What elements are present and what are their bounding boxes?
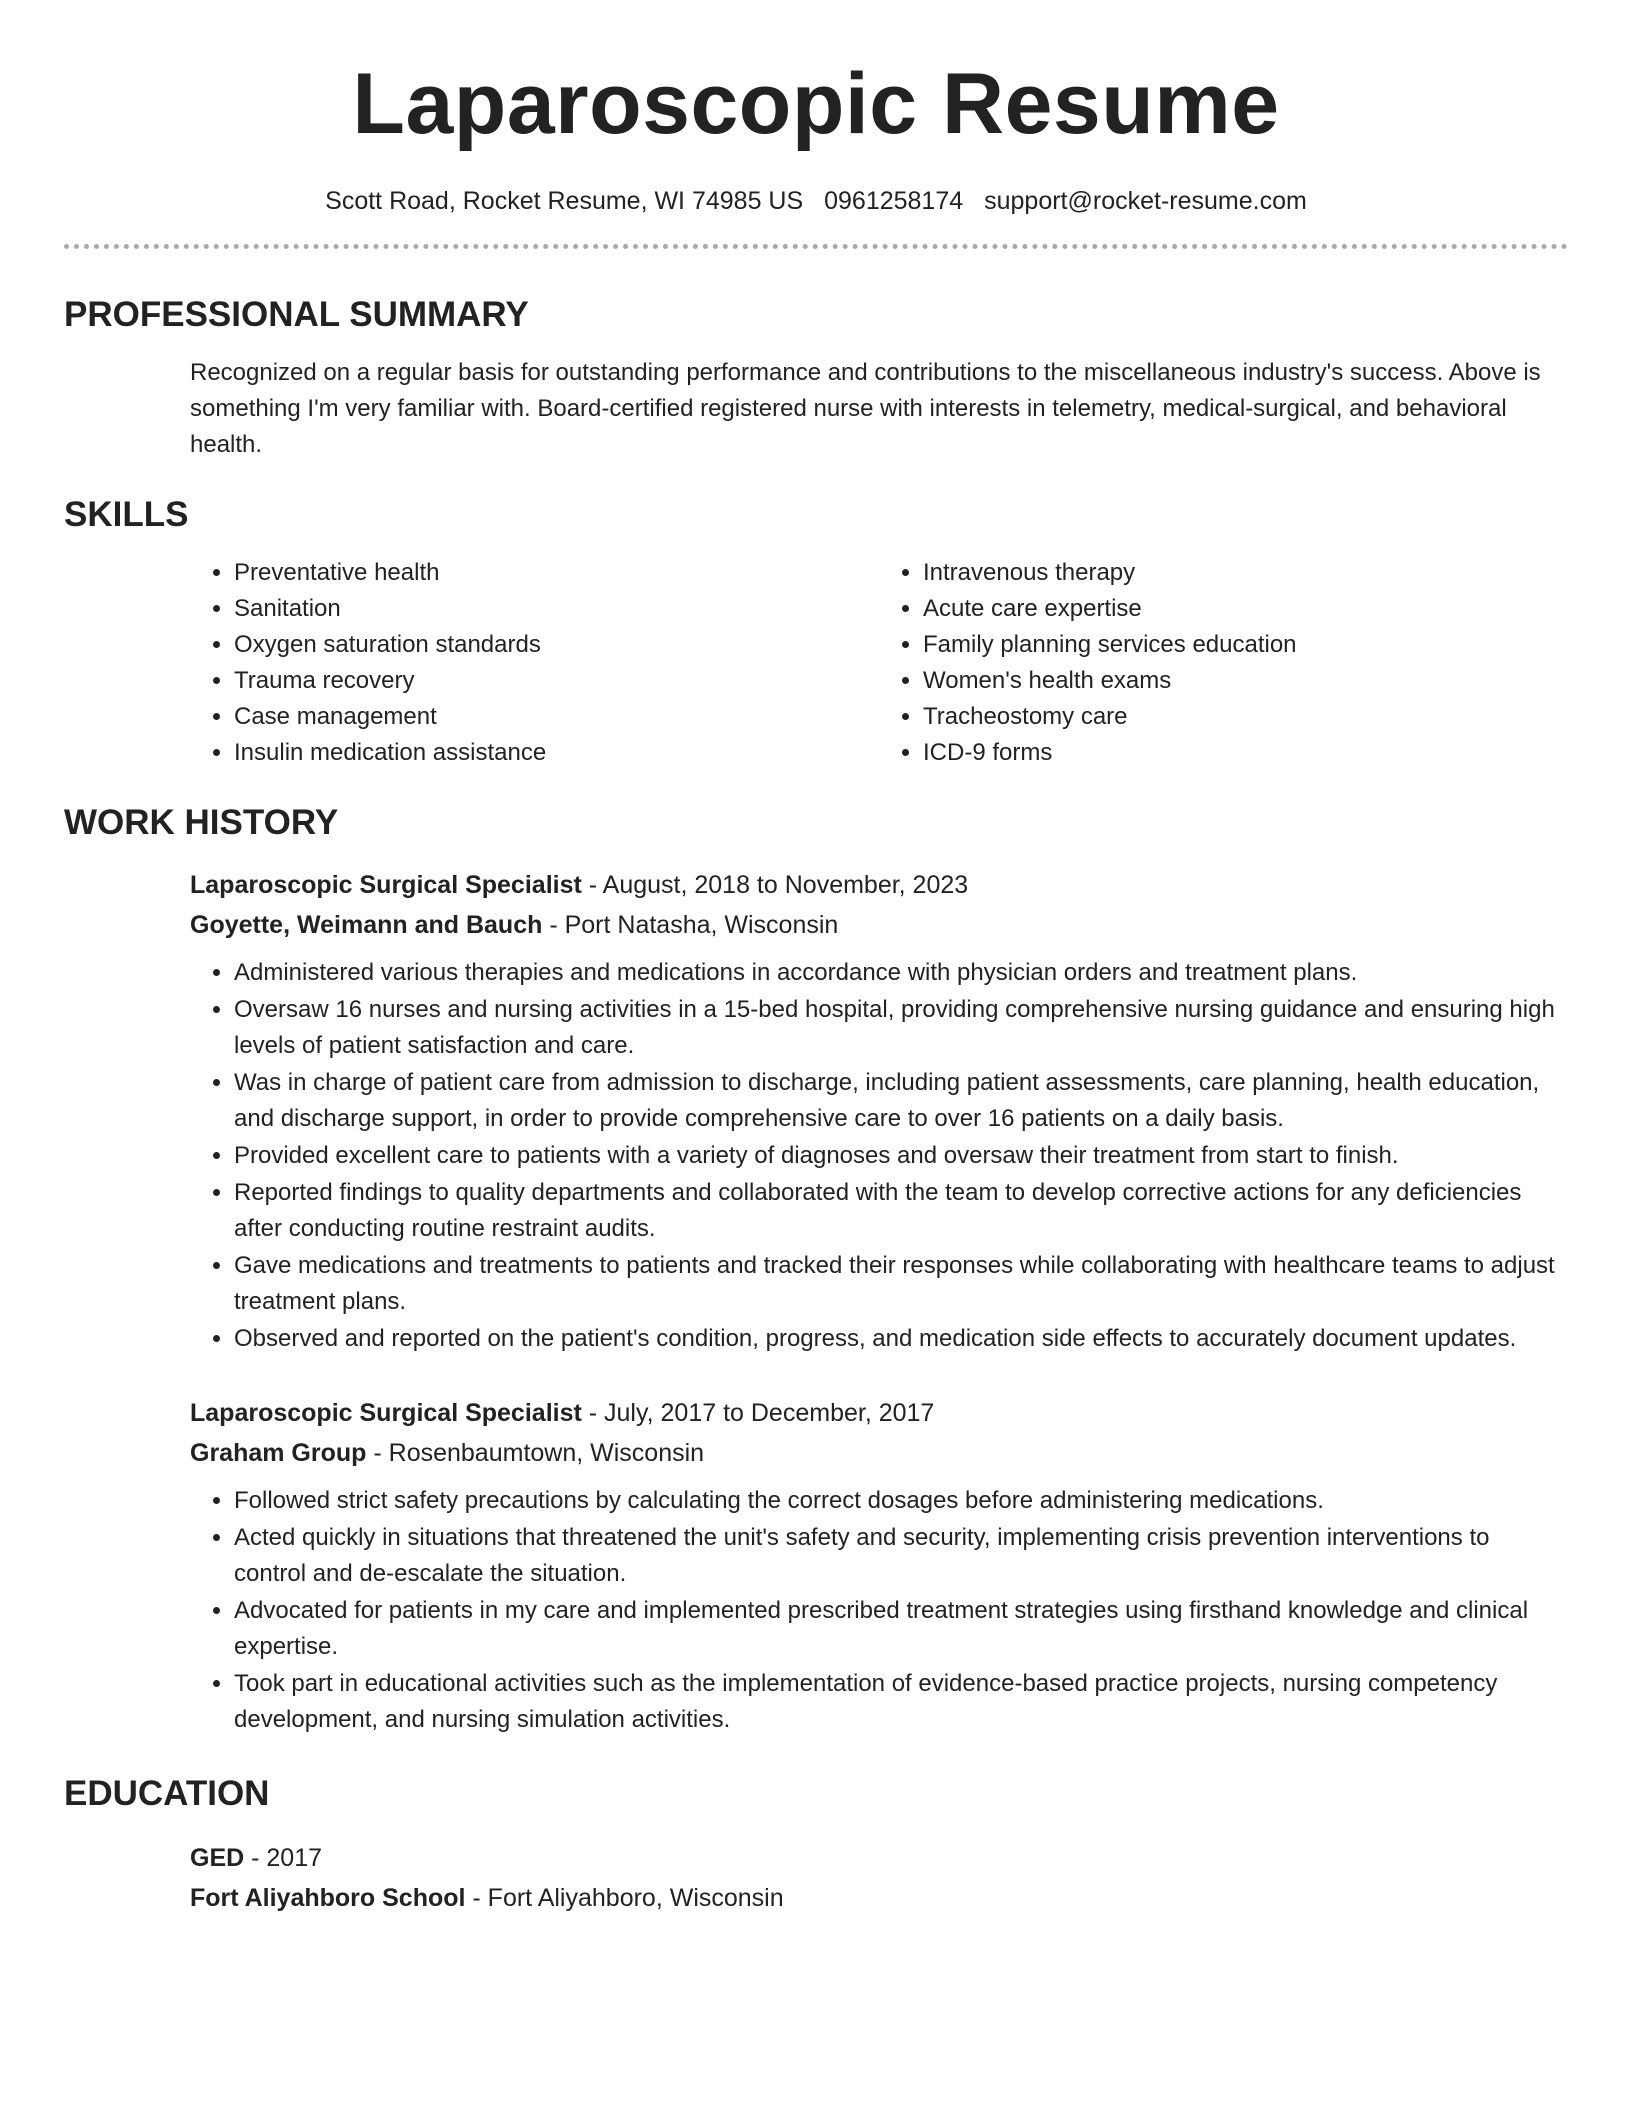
skill-item: • Trauma recovery xyxy=(234,663,879,699)
job-title-line xyxy=(190,865,1568,905)
summary-text: Recognized on a regular basis for outstanding performance and contributions to the miscellaneous industry's success. Above is something I'm very familiar with. Board-certified registered nurse with interests in telemetry, medical-surgical, and behavioral health. xyxy=(190,359,1541,458)
job-duty: • Observed and reported on the patient's condition, progress, and medication side effects to accurately document updates. xyxy=(234,1321,1568,1357)
skills-list xyxy=(190,555,1568,771)
skills-title: SKILLS xyxy=(64,495,189,534)
job-position: Laparoscopic Surgical Specialist xyxy=(190,1399,582,1427)
skill-item: • Oxygen saturation standards xyxy=(234,627,879,663)
job-dates: - July, 2017 to December, 2017 xyxy=(581,1399,935,1427)
contact-email: support@rocket-resume.com xyxy=(984,187,1307,215)
skill-item: • Family planning services education xyxy=(923,627,1568,663)
job-duty: • Advocated for patients in my care and implemented prescribed treatment strategies using firsthand knowledge and clinical expertise. xyxy=(234,1593,1568,1665)
job-company-line xyxy=(190,1433,1568,1473)
job-duty: • Took part in educational activities such as the implementation of evidence-based practice projects, nursing competency development, and nursing simulation activities. xyxy=(234,1666,1568,1738)
skill-item: • Acute care expertise xyxy=(923,591,1568,627)
contact-info xyxy=(64,184,1568,218)
job-duty: • Was in charge of patient care from admission to discharge, including patient assessments, care planning, health education, and discharge support, in order to provide comprehensive care to over 16 patients on a daily basis. xyxy=(234,1065,1568,1137)
job-duty: • Oversaw 16 nurses and nursing activities in a 15-bed hospital, providing comprehensive nursing guidance and ensuring high levels of patient satisfaction and care. xyxy=(234,992,1568,1064)
education-school-line xyxy=(190,1878,1568,1918)
job-duty: • Provided excellent care to patients with a variety of diagnoses and oversaw their treatment from start to finish. xyxy=(234,1138,1568,1174)
education-location: - Fort Aliyahboro, Wisconsin xyxy=(465,1884,784,1912)
education-degree: GED xyxy=(190,1844,245,1872)
skill-item: • Case management xyxy=(234,699,879,735)
education-degree-line xyxy=(190,1838,1568,1878)
skill-item: • Tracheostomy care xyxy=(923,699,1568,735)
job-title-line xyxy=(190,1393,1568,1433)
skill-item: • ICD-9 forms xyxy=(923,735,1568,771)
job-duties xyxy=(190,955,1568,1357)
job-position: Laparoscopic Surgical Specialist xyxy=(190,871,582,899)
job-duty: • Followed strict safety precautions by calculating the correct dosages before administering medications. xyxy=(234,1483,1568,1519)
education-school: Fort Aliyahboro School xyxy=(190,1884,466,1912)
contact-address: Scott Road, Rocket Resume, WI 74985 US xyxy=(325,187,804,215)
job-duty: • Acted quickly in situations that threatened the unit's safety and security, implementing crisis prevention interventions to control and de-escalate the situation. xyxy=(234,1520,1568,1592)
skills-column-left xyxy=(190,555,879,771)
skill-item: • Insulin medication assistance xyxy=(234,735,879,771)
job-duty: • Administered various therapies and medications in accordance with physician orders and treatment plans. xyxy=(234,955,1568,991)
skills-column-right xyxy=(879,555,1568,771)
job-company: Graham Group xyxy=(190,1439,367,1467)
job-entry xyxy=(190,865,1568,1357)
header-divider xyxy=(64,244,1568,249)
job-company-line xyxy=(190,905,1568,945)
education-title: EDUCATION xyxy=(64,1774,270,1813)
work-history-title: WORK HISTORY xyxy=(64,803,339,842)
job-location: - Port Natasha, Wisconsin xyxy=(542,911,839,939)
skill-item: • Sanitation xyxy=(234,591,879,627)
education-entry xyxy=(190,1838,1568,1918)
job-entry xyxy=(190,1393,1568,1738)
skill-item: • Intravenous therapy xyxy=(923,555,1568,591)
job-duties xyxy=(190,1483,1568,1738)
skill-item: • Preventative health xyxy=(234,555,879,591)
job-duty: • Reported findings to quality departments and collaborated with the team to develop corrective actions for any deficiencies after conducting routine restraint audits. xyxy=(234,1175,1568,1247)
education-year: - 2017 xyxy=(244,1844,323,1872)
summary-title: PROFESSIONAL SUMMARY xyxy=(64,295,529,334)
resume-name: Laparoscopic Resume xyxy=(352,56,1280,152)
skill-item: • Women's health exams xyxy=(923,663,1568,699)
job-duty: • Gave medications and treatments to patients and tracked their responses while collaborating with healthcare teams to adjust treatment plans. xyxy=(234,1248,1568,1320)
job-dates: - August, 2018 to November, 2023 xyxy=(581,871,969,899)
job-location: - Rosenbaumtown, Wisconsin xyxy=(366,1439,705,1467)
contact-phone: 0961258174 xyxy=(824,187,964,215)
job-company: Goyette, Weimann and Bauch xyxy=(190,911,543,939)
